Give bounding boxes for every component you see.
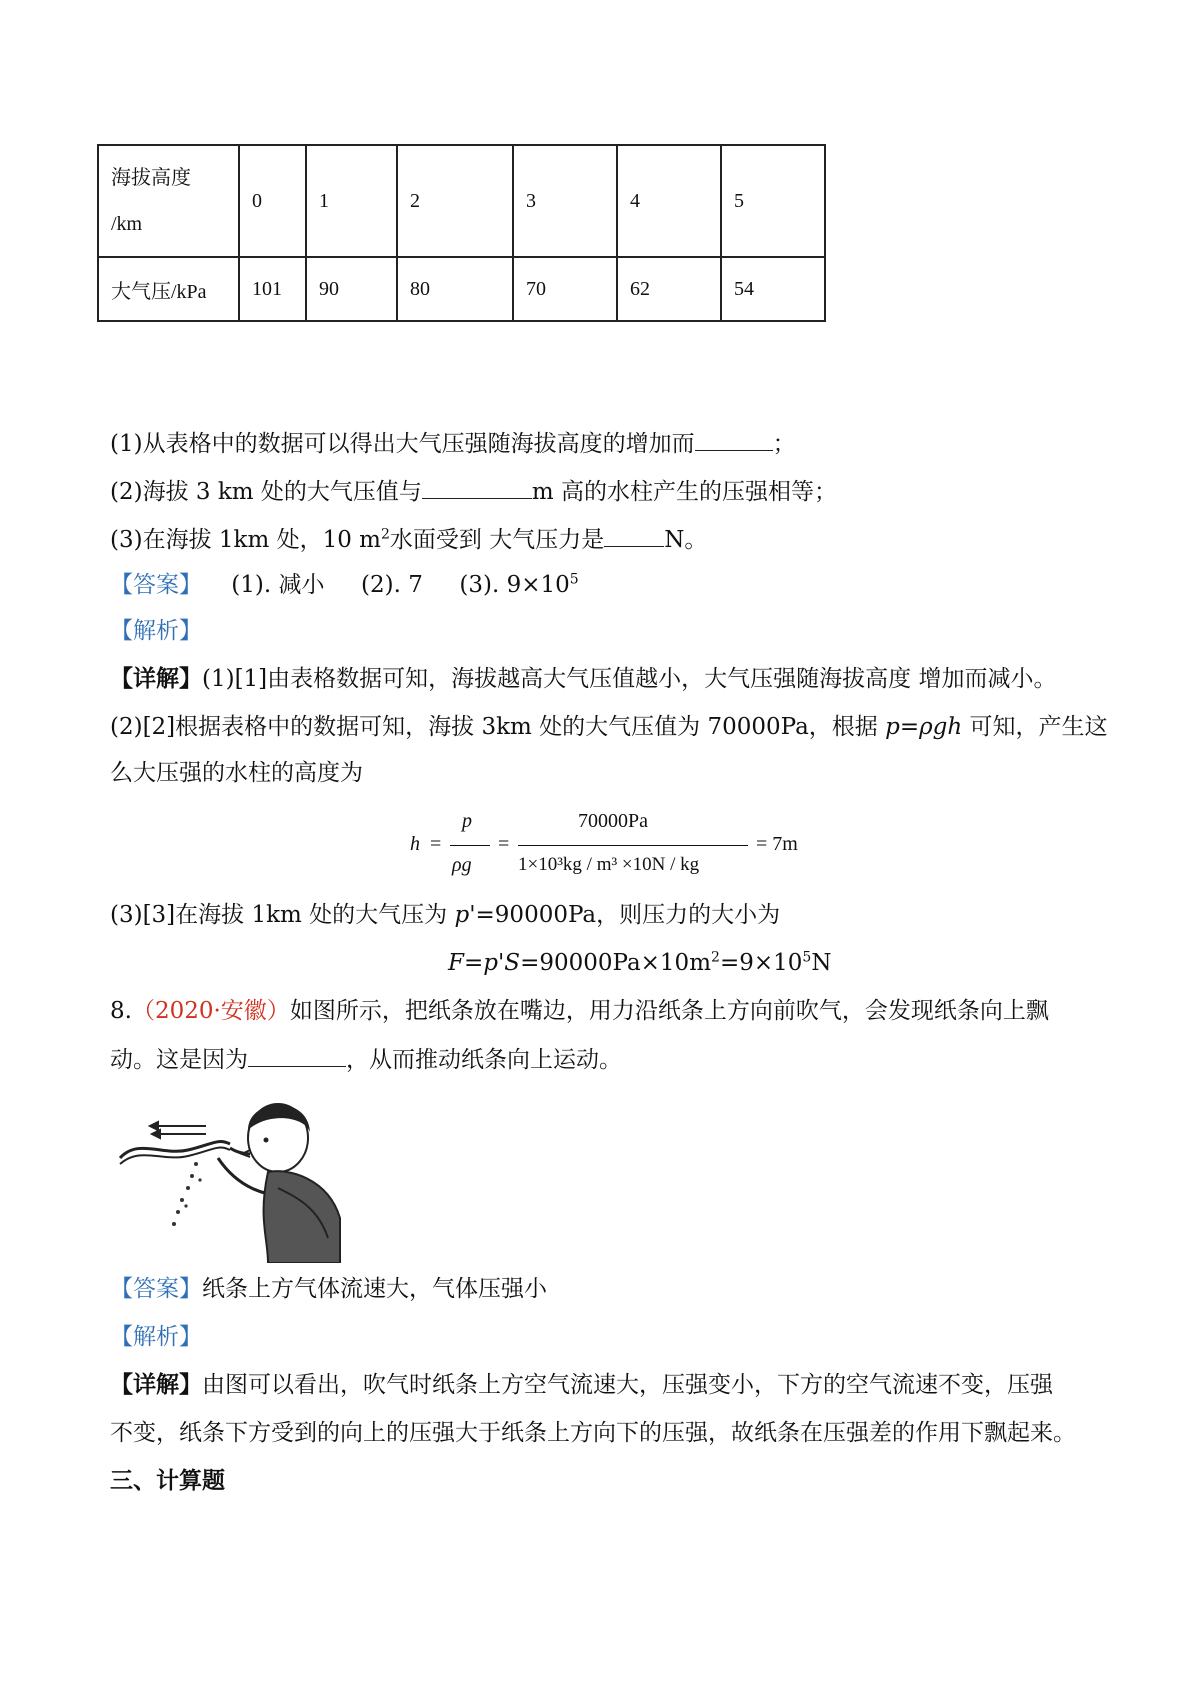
- answer-tag: 【答案】: [110, 572, 202, 598]
- table-cell: 4: [617, 145, 721, 257]
- q7-part3-text-mid: 水面受到 大气压力是: [389, 527, 605, 553]
- table-cell: 1: [306, 145, 397, 257]
- detail-text: 么大压强的水柱的高度为: [110, 760, 363, 786]
- formula-inline: N: [811, 950, 832, 976]
- q7-part1: [110, 428, 796, 459]
- section-heading: 三、计算题: [110, 1468, 225, 1494]
- detail-text: 由图可以看出，吹气时纸条上方空气流速大，压强变小，下方的空气流速不变，压强: [202, 1372, 1053, 1398]
- question-text: 如图所示，把纸条放在嘴边，用力沿纸条上方向前吹气，会发现纸条向上飘: [289, 998, 1049, 1024]
- detail-text: 不变，纸条下方受到的向上的压强大于纸条上方向下的压强，故纸条在压强差的作用下飘起来。: [110, 1420, 1076, 1446]
- altitude-unit: /km: [111, 213, 143, 235]
- formula-numerator: p: [462, 810, 472, 832]
- q7-part2-text-end: m 高的水柱产生的压强相等；: [531, 479, 838, 505]
- formula-inline: p': [454, 902, 476, 928]
- pressure-label: 大气压/kPa: [98, 257, 239, 321]
- formula-result: = 7m: [756, 833, 798, 855]
- question-source: （2020·安徽）: [131, 998, 290, 1024]
- formula-inline: p'S: [483, 950, 521, 976]
- q8-detail2: [110, 1418, 1076, 1448]
- formula-inline: =90000Pa×10m: [520, 950, 712, 976]
- altitude-label: 海拔高度: [111, 167, 191, 189]
- superscript: 2: [380, 526, 390, 543]
- answer-blank: [248, 1044, 346, 1067]
- formula-h: h: [410, 833, 420, 855]
- answer-text: (1). 减小 (2). 7 (3). 9×10: [202, 572, 570, 598]
- answer-blank: [695, 428, 773, 451]
- q7-detail2-cont: [110, 758, 363, 788]
- q7-part3: [110, 524, 707, 555]
- answer-text: 纸条上方气体流速大，气体压强小: [202, 1276, 547, 1302]
- fraction-bar: [518, 845, 748, 846]
- q8-analysis: [110, 1322, 202, 1352]
- analysis-tag: 【解析】: [110, 618, 202, 644]
- q7-part2: [110, 476, 837, 507]
- table-row: [98, 145, 825, 257]
- analysis-tag: 【解析】: [110, 1324, 202, 1350]
- table-cell: 70: [513, 257, 617, 321]
- detail-text: 可知，产生这: [962, 714, 1108, 740]
- table-cell: 90: [306, 257, 397, 321]
- q7-analysis: [110, 616, 202, 646]
- superscript: 2: [711, 949, 720, 966]
- table-row: [98, 257, 825, 321]
- detail-text: (2)[2]根据表格中的数据可知，海拔 3km 处的大气压值为 70000Pa，根据: [110, 714, 886, 740]
- q7-part1-text: (1)从表格中的数据可以得出大气压强随海拔高度的增加而: [110, 431, 695, 457]
- answer-tag: 【答案】: [110, 1276, 202, 1302]
- formula-inline: F: [448, 950, 464, 976]
- formula-equals: =: [430, 833, 442, 855]
- table-cell: 3: [513, 145, 617, 257]
- table-cell: 80: [397, 257, 513, 321]
- altitude-pressure-table: [97, 144, 826, 322]
- formula-inline: =9×10: [719, 950, 803, 976]
- water-column-formula: [410, 810, 810, 882]
- table-cell: 101: [239, 257, 306, 321]
- q7-detail1: [110, 664, 1056, 694]
- table-cell: 62: [617, 257, 721, 321]
- table-header-cell: [98, 145, 239, 257]
- answer-blank: [422, 476, 532, 499]
- q7-detail3: [110, 900, 780, 930]
- q8-question: [110, 996, 1049, 1026]
- q7-part3-text-end: N。: [664, 527, 708, 553]
- table-cell: 5: [721, 145, 825, 257]
- q8-detail1: [110, 1370, 1053, 1400]
- table-cell: 54: [721, 257, 825, 321]
- q7-part1-end: ；: [772, 431, 796, 457]
- answer-blank: [604, 524, 664, 547]
- table-cell: 0: [239, 145, 306, 257]
- question-number: 8.: [110, 998, 132, 1024]
- formula-numerator: 70000Pa: [578, 810, 648, 832]
- q7-detail2: [110, 712, 1107, 742]
- q8-question-cont: [110, 1044, 622, 1075]
- question-text: 动。这是因为: [110, 1047, 248, 1073]
- fraction-bar: [450, 845, 490, 846]
- superscript: 5: [569, 571, 579, 588]
- q7-part3-text: (3)在海拔 1km 处，10 m: [110, 527, 381, 553]
- blowing-paper-illustration: [118, 1098, 343, 1263]
- formula-denominator: 1×10³kg / m³ ×10N / kg: [518, 854, 700, 875]
- detail-text: (1)[1]由表格数据可知，海拔越高大气压值越小，大气压强随海拔高度 增加而减小。: [202, 666, 1057, 692]
- force-formula: [448, 948, 831, 978]
- question-text: ，从而推动纸条向上运动。: [346, 1047, 622, 1073]
- formula-equals: =: [498, 833, 510, 855]
- detail-tag: 【详解】: [110, 666, 202, 692]
- q7-answer: [110, 570, 579, 600]
- formula-denominator: ρg: [452, 854, 472, 876]
- table-cell: 2: [397, 145, 513, 257]
- q7-part2-text: (2)海拔 3 km 处的大气压值与: [110, 479, 422, 505]
- detail-text: =90000Pa，则压力的大小为: [475, 902, 781, 928]
- formula-inline: =: [463, 950, 484, 976]
- detail-text: (3)[3]在海拔 1km 处的大气压为: [110, 902, 455, 928]
- q8-answer: [110, 1274, 547, 1304]
- detail-tag: 【详解】: [110, 1372, 202, 1398]
- formula-inline: p=ρgh: [885, 714, 963, 740]
- superscript: 5: [802, 949, 812, 966]
